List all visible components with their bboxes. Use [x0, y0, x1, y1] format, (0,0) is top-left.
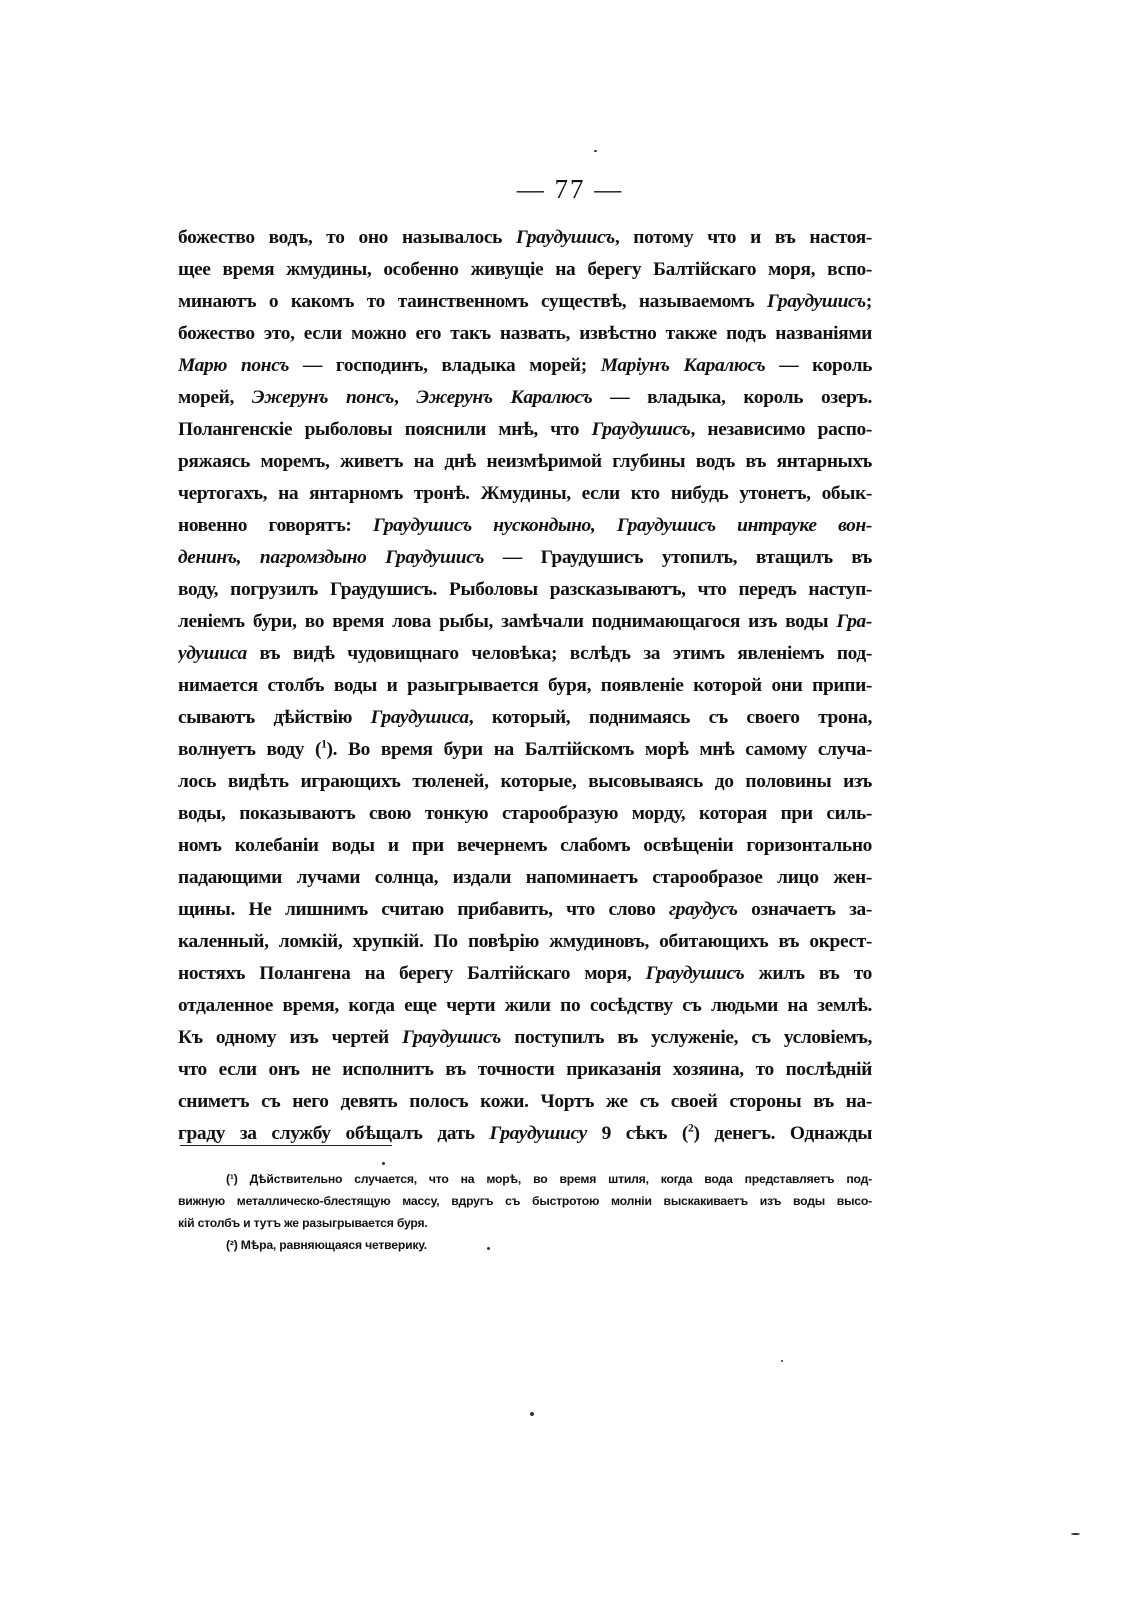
body-line: [178, 894, 872, 926]
body-line: [178, 766, 872, 798]
body-text-run: сываютъ дѣйствію: [178, 707, 371, 728]
body-text-run: щины. Не лишнимъ считаю прибавить, что слово: [178, 899, 669, 920]
scan-speck: [781, 1360, 783, 1362]
page-number: — 77 —: [516, 174, 624, 204]
italic-term: Граудушисъ: [645, 963, 745, 984]
body-line: [178, 350, 872, 382]
italic-term: Граудушисъ нускондыно, Граудушисъ интрауке вон-: [373, 515, 872, 536]
body-line: [178, 286, 872, 318]
body-line: [178, 958, 872, 990]
italic-term: Марю понсъ: [178, 355, 290, 376]
footnote-1-line: вижную металлическо-блестящую массу, вдругъ съ быстротою молніи выскакиваетъ изъ воды высо-: [178, 1194, 872, 1208]
italic-term: Граудушисъ: [402, 1027, 501, 1048]
body-text-run: нимается столбъ воды и разыгрывается буря, появленіе которой они припи-: [178, 675, 872, 696]
scan-speck: [1071, 1533, 1080, 1535]
body-line: [178, 574, 872, 606]
footnote-2: (²) Мѣра, равняющаяся четверику.: [226, 1238, 427, 1252]
body-line: [178, 638, 872, 670]
body-text-run: лось видѣть играющихъ тюленей, которые, высовываясь до половины изъ: [178, 771, 872, 792]
body-text-run: морей,: [178, 387, 252, 408]
italic-term: Граудушисъ: [516, 227, 615, 248]
footnote-ref: 1: [321, 737, 327, 751]
body-text-run: 9 сѣкъ (: [586, 1123, 689, 1144]
body-text-run: отдаленное время, когда еще черти жили по сосѣдству съ людьми на землѣ.: [178, 995, 872, 1016]
italic-term: Эжерунъ Каралюсъ: [416, 387, 593, 408]
italic-term: Граудушисъ: [767, 291, 866, 312]
body-text-run: ряжаясь моремъ, живетъ на днѣ неизмѣримой глубины водъ въ янтарныхъ: [178, 451, 872, 472]
body-text-run: граду за службу обѣщалъ дать: [178, 1123, 490, 1144]
body-text-run: минаютъ о какомъ то таинственномъ существѣ, называемомъ: [178, 291, 768, 312]
body-line: [178, 990, 872, 1022]
body-line: [178, 222, 872, 254]
italic-term: Граудушису: [489, 1123, 587, 1144]
body-line: [178, 382, 872, 414]
body-line: [178, 702, 872, 734]
body-text-run: леніемъ бури, во время лова рыбы, замѣчали поднимающагося изъ воды: [178, 611, 837, 632]
body-text-run: номъ колебаніи воды и при вечернемъ слабомъ освѣщеніи горизонтально: [178, 835, 872, 856]
italic-term: граудусъ: [668, 899, 738, 920]
body-line: [178, 446, 872, 478]
body-line: [178, 414, 872, 446]
scan-speck: [487, 1247, 490, 1250]
scan-speck: [382, 1162, 385, 1165]
body-line: [178, 1086, 872, 1118]
italic-term: удушиса: [178, 643, 247, 664]
footnote-1-line: (¹) Дѣйствительно случается, что на морѣ, во время штиля, когда вода представляетъ под-: [226, 1172, 872, 1186]
body-line: [178, 1054, 872, 1086]
body-line: [178, 606, 872, 638]
body-text-run: ). Во время бури на Балтійскомъ морѣ мнѣ самому случа-: [326, 739, 872, 760]
footnotes: [178, 1168, 872, 1256]
italic-term: Граудушисъ: [591, 419, 691, 440]
body-text-run: воды, показываютъ свою тонкую старообразую морду, которая при силь-: [178, 803, 872, 824]
body-line: [178, 478, 872, 510]
body-text-run: Полангенскіе рыболовы пояснили мнѣ, что: [178, 419, 592, 440]
body-text-run: — владыка, король озеръ.: [592, 387, 872, 408]
body-line: [178, 510, 872, 542]
footnote-ref: 2: [688, 1121, 694, 1135]
body-text-run: новенно говорятъ:: [178, 515, 373, 536]
italic-term: Граудушиса: [370, 707, 469, 728]
scan-speck: [530, 1412, 534, 1416]
body-text-run: что если онъ не исполнитъ въ точности приказанія хозяина, то послѣдній: [178, 1059, 872, 1080]
body-text-run: жилъ въ то: [744, 963, 872, 984]
body-text-run: означаетъ за-: [737, 899, 872, 920]
body-line: [178, 318, 872, 350]
body-text-run: , который, поднимаясь съ своего трона,: [468, 707, 872, 728]
body-line: [178, 254, 872, 286]
body-text-run: падающими лучами солнца, издали напоминаетъ старообразое лицо жен-: [178, 867, 872, 888]
body-text-run: въ видѣ чудовищнаго человѣка; вслѣдъ за этимъ явленіемъ под-: [246, 643, 872, 664]
italic-term: Гра-: [836, 611, 872, 632]
body-text-run: волнуетъ воду (: [178, 739, 322, 760]
body-text-run: каленный, ломкій, хрупкій. По повѣрію жмудиновъ, обитающихъ въ окрест-: [178, 931, 872, 952]
body-text-run: сниметъ съ него девять полосъ кожи. Чортъ же съ своей стороны въ на-: [178, 1091, 872, 1112]
italic-term: Маріунъ Каралюсъ: [600, 355, 766, 376]
body-line: [178, 734, 872, 766]
body-line: [178, 1022, 872, 1054]
body-text-run: ностяхъ Полангена на берегу Балтійскаго моря,: [178, 963, 646, 984]
footnote-1-line: кій столбъ и тутъ же разыгрывается буря.: [178, 1216, 428, 1230]
body-line: [178, 542, 872, 574]
body-text-run: ,: [394, 387, 417, 408]
body-line: [178, 798, 872, 830]
body-text-run: щее время жмудины, особенно живущіе на берегу Балтійскаго моря, вспо-: [178, 259, 872, 280]
body-line: [178, 670, 872, 702]
body-line: [178, 926, 872, 958]
body-text-run: — король: [765, 355, 872, 376]
scan-speck: [594, 150, 597, 152]
body-text-run: Къ одному изъ чертей: [178, 1027, 403, 1048]
body-text-run: божество это, если можно его такъ назвать, извѣстно также подъ названіями: [178, 323, 872, 344]
body-text-run: — господинъ, владыка морей;: [289, 355, 601, 376]
body-text: [178, 222, 872, 1150]
body-text-run: , потому что и въ настоя-: [614, 227, 872, 248]
body-text-run: воду, погрузилъ Граудушисъ. Рыболовы разсказываютъ, что передъ наступ-: [178, 579, 872, 600]
body-text-run: ;: [865, 291, 872, 312]
body-line: [178, 862, 872, 894]
body-line: [178, 830, 872, 862]
body-text-run: божество водъ, то оно называлось: [178, 227, 516, 248]
body-text-run: , независимо распо-: [690, 419, 872, 440]
body-text-run: — Граудушисъ утопилъ, втащилъ въ: [484, 547, 872, 568]
italic-term: Эжерунъ понсъ: [251, 387, 395, 408]
body-text-run: поступилъ въ услуженіе, съ условіемъ,: [500, 1027, 872, 1048]
italic-term: денинъ, пагромздыно Граудушисъ: [178, 547, 485, 568]
body-text-run: чертогахъ, на янтарномъ тронѣ. Жмудины, если кто нибудь утонетъ, обык-: [178, 483, 872, 504]
footnote-rule: [180, 1145, 392, 1146]
body-text-run: ) денегъ. Однажды: [693, 1123, 872, 1144]
